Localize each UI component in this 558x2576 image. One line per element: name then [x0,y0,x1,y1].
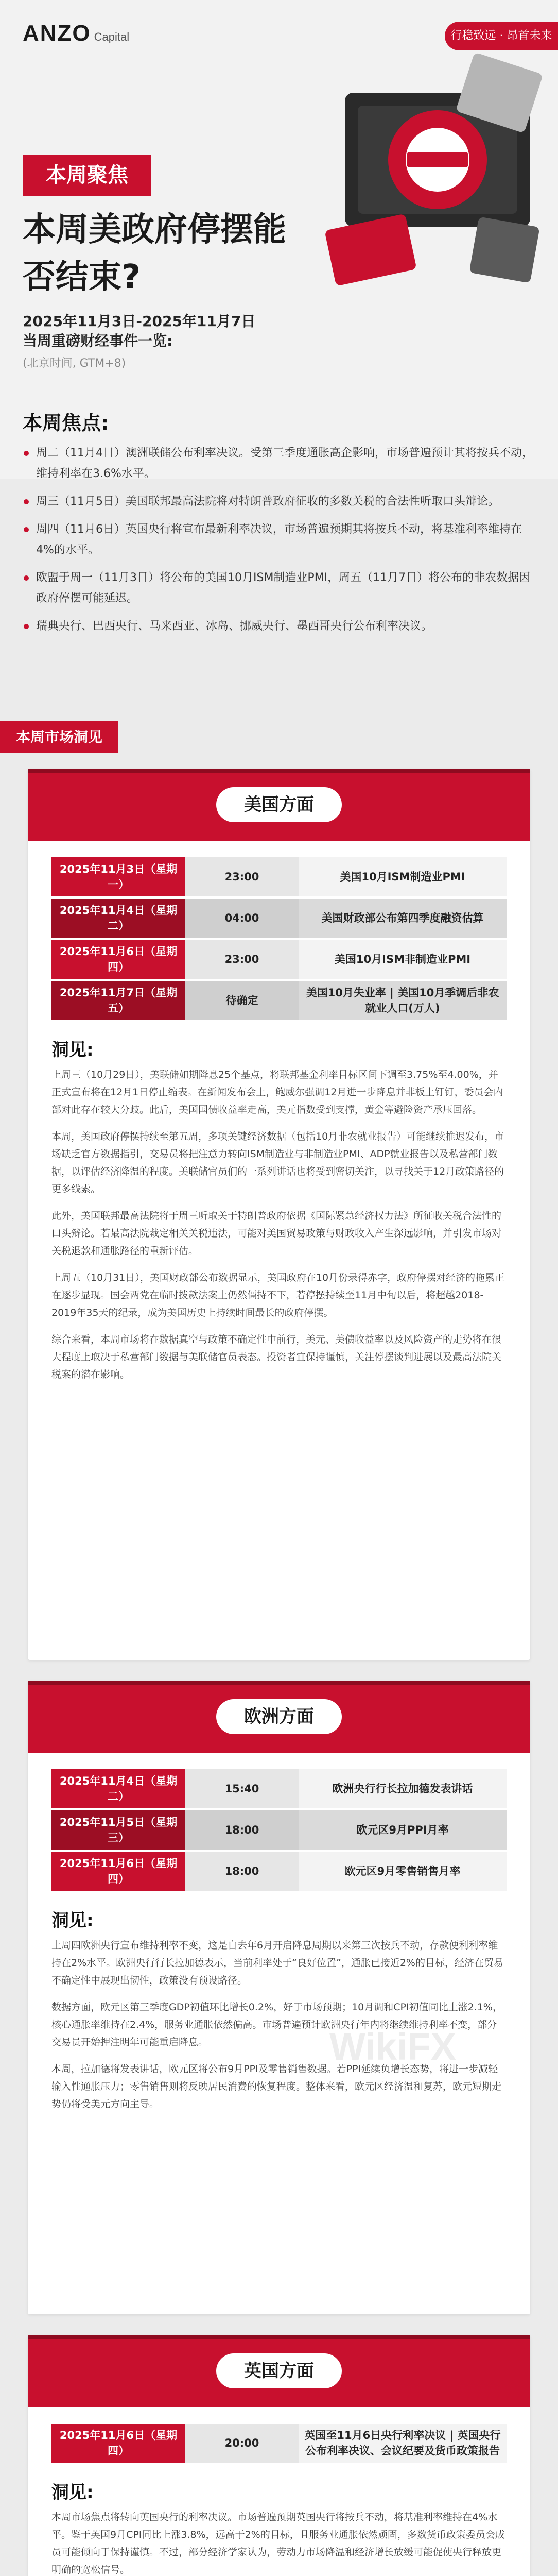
event-date: 2025年11月6日（星期四） [51,2424,185,2463]
date-range-text: 2025年11月3日-2025年11月7日 [23,313,256,330]
region-title: 欧洲方面 [216,1699,342,1734]
government-shutdown-illustration-icon [309,52,556,294]
event-table [51,1767,507,1893]
event-name: 欧元区9月PPI月率 [299,1810,507,1850]
region-card-header [28,1681,530,1753]
event-name: 美国10月ISM非制造业PMI [299,940,507,979]
page-title: 本周美政府停摆能否结束? [23,211,286,296]
insight-paragraph: 本周，美国政府停摆持续至第五周，多项关键经济数据（包括10月非农就业报告）可能继续推迟发布，市场缺乏官方数据指引，交易员将把注意力转向ISM制造业与非制造业PMI、ADP就业报告以及私营部门数据，以评估经济降温的程度。美联储官员们的一系列讲话也将受到密切关注，以寻找关于12月政策路径的更多线索。 [51,1131,504,1195]
region-card-us [28,769,530,1660]
event-name: 美国10月失业率 | 美国10月季调后非农就业人口(万人) [299,981,507,1020]
event-date: 2025年11月4日（星期二） [51,1769,185,1808]
table-row [51,899,507,938]
event-date: 2025年11月4日（星期二） [51,899,185,938]
table-row [51,981,507,1020]
focus-item: 周三（11月5日）美国联邦最高法院将对特朗普政府征收的多数关税的合法性听取口头辩论。 [23,492,535,512]
focus-list [23,443,535,644]
table-row [51,1769,507,1808]
section-tab: 本周市场洞见 [0,721,118,753]
focus-item: 欧盟于周一（11月3日）将公布的美国10月ISM制造业PMI，周五（11月7日）将公布的非农数据因政府停摆可能延迟。 [23,568,535,609]
region-card-uk [28,2335,530,2576]
event-time: 04:00 [185,899,299,938]
event-date: 2025年11月3日（星期一） [51,857,185,896]
table-row [51,2424,507,2463]
insight-paragraph: 数据方面，欧元区第三季度GDP初值环比增长0.2%，好于市场预期；10月调和CPI初值同比上涨2.1%，核心通胀率维持在2.4%，服务业通胀依然偏高。市场普遍预计欧洲央行年内将继续维持利率不变，部分交易员开始押注明年可能重启降息。 [51,2002,502,2048]
timezone-note: (北京时间, GTM+8) [23,357,126,370]
logo[interactable] [23,21,129,46]
event-time: 待确定 [185,981,299,1020]
event-name: 欧元区9月零售销售月率 [299,1852,507,1891]
region-card-header [28,769,530,841]
table-row [51,1810,507,1850]
event-time: 23:00 [185,857,299,896]
table-row [51,1852,507,1891]
focus-item: 周二（11月4日）澳洲联储公布利率决议。受第三季度通胀高企影响，市场普遍预计其将按兵不动，维持利率在3.6%水平。 [23,443,535,484]
event-time: 15:40 [185,1769,299,1808]
kicker-badge: 本周聚焦 [23,155,151,196]
table-row [51,857,507,896]
insight-paragraph: 上周四欧洲央行宣布维持利率不变，这是自去年6月开启降息周期以来第三次按兵不动，存款便利利率维持在2%水平。欧洲央行行长拉加德表示，当前利率处于“良好位置”，通胀已接近2%的目标，经济在贸易不确定性中展现出韧性，政策没有预设路径。 [51,1940,503,1986]
insight-paragraph: 本周市场焦点将转向英国央行的利率决议。市场普遍预期英国央行将按兵不动，将基准利率维持在4%水平。鉴于英国9月CPI同比上涨3.8%，远高于2%的目标，且服务业通胀依然顽固，多数货币政策委员会成员可能倾向于保持谨慎。不过，部分经济学家认为，劳动力市场降温和经济增长放缓可能促使央行释放更明确的宽松信号。 [51,2512,505,2575]
header [0,0,558,479]
logo-text: ANZO [23,21,91,46]
event-time: 20:00 [185,2424,299,2463]
event-time: 18:00 [185,1810,299,1850]
logo-sub: Capital [94,30,130,43]
event-date: 2025年11月7日（星期五） [51,981,185,1020]
event-table [51,2421,507,2465]
event-date: 2025年11月5日（星期三） [51,1810,185,1850]
event-date: 2025年11月6日（星期四） [51,940,185,979]
event-name: 英国至11月6日央行利率决议 | 英国央行公布利率决议、会议纪要及货币政策报告 [299,2424,507,2463]
insight-paragraph: 此外，美国联邦最高法院将于周三听取关于特朗普政府依据《国际紧急经济权力法》所征收关税合法性的口头辩论。若最高法院裁定相关关税违法，可能对美国贸易政策与财政收入产生深远影响，并引发市场对关税退款和通胀路径的重新评估。 [51,1210,502,1257]
insight-title: 洞见: [51,2482,94,2503]
focus-item: 瑞典央行、巴西央行、马来西亚、冰岛、挪威央行、墨西哥央行公布利率决议。 [23,616,535,637]
event-time: 18:00 [185,1852,299,1891]
event-time: 23:00 [185,940,299,979]
insight-title: 洞见: [51,1040,94,1060]
event-name: 美国10月ISM制造业PMI [299,857,507,896]
insight-paragraph: 上周五（10月31日），美国财政部公布数据显示，美国政府在10月份录得赤字，政府停摆对经济的拖累正在逐步显现。国会两党在临时拨款法案上仍然僵持不下，若停摆持续至11月中旬以后，将超越2018-2019年35天的纪录，成为美国历史上持续时间最长的政府停摆。 [51,1272,505,1318]
insight-title: 洞见: [51,1910,94,1931]
region-card-eu [28,1681,530,2314]
focus-title: 本周焦点: [23,412,109,434]
region-title: 美国方面 [216,787,342,822]
event-table [51,855,507,1022]
event-name: 欧洲央行行长拉加德发表讲话 [299,1769,507,1808]
insight-paragraph: 综合来看，本周市场将在数据真空与政策不确定性中前行，美元、美债收益率以及风险资产的走势将在很大程度上取决于私营部门数据与美联储官员表态。投资者宜保持谨慎，关注停摆谈判进展以及最高法院关税案的潜在影响。 [51,1334,502,1380]
table-row [51,940,507,979]
event-date: 2025年11月6日（星期四） [51,1852,185,1891]
date-range [23,312,255,351]
slogan-badge: 行稳致远 · 昂首未来 [445,22,558,50]
watermark: WikiFX [329,2025,457,2068]
date-range-sub: 当周重磅财经事件一览: [23,332,173,349]
event-name: 美国财政部公布第四季度融资估算 [299,899,507,938]
region-title: 英国方面 [216,2353,342,2388]
focus-item: 周四（11月6日）英国央行将宣布最新利率决议，市场普遍预期其将按兵不动，将基准利率维持在4%的水平。 [23,519,535,561]
region-card-header [28,2335,530,2407]
insight-paragraph: 上周三（10月29日），美联储如期降息25个基点，将联邦基金利率目标区间下调至3.75%至4.00%，并正式宣布将在12月1日停止缩表。在新闻发布会上，鲍威尔强调12月进一步降息并非板上钉钉，委员会内部对此存在较大分歧。此后，美国国债收益率走高，美元指数受到支撑，黄金等避险资产承压回落。 [51,1069,503,1115]
insight-paragraph: 本周，拉加德将发表讲话，欧元区将公布9月PPI及零售销售数据。若PPI延续负增长态势，将进一步减轻输入性通胀压力；零售销售则将反映居民消费的恢复程度。整体来看，欧元区经济温和复苏，欧元短期走势仍将受美元方向主导。 [51,2063,502,2110]
